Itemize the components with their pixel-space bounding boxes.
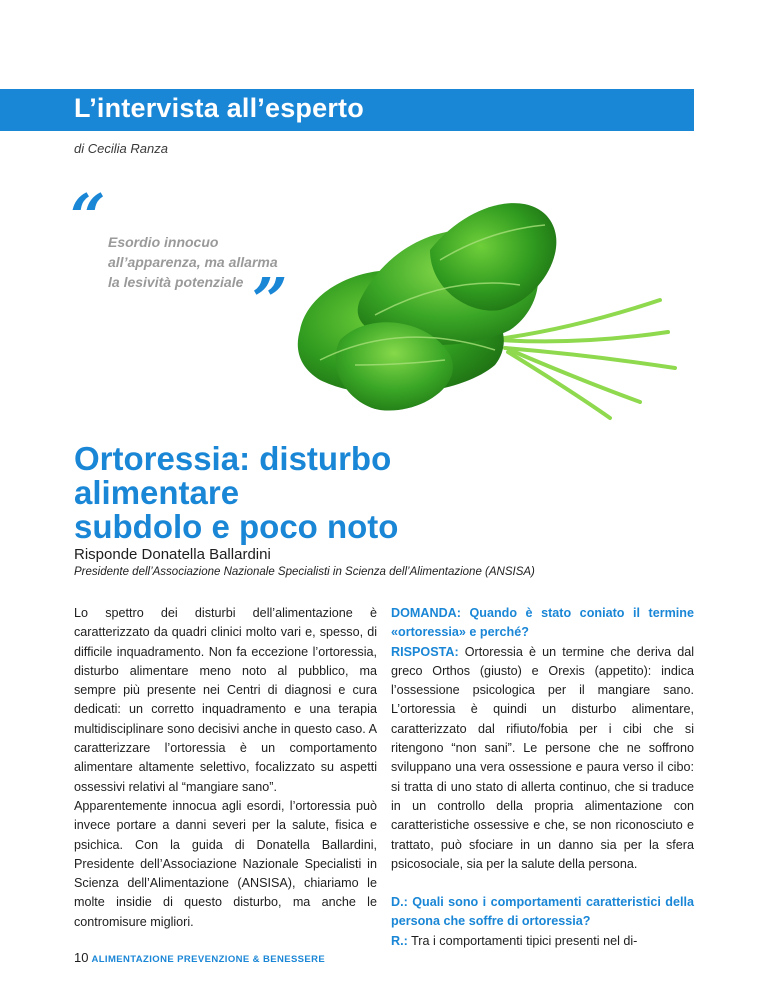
responder-name: Risponde Donatella Ballardini	[74, 546, 271, 563]
answer-text: Tra i comportamenti tipici presenti nel di-	[407, 933, 638, 948]
article-title-line: subdolo e poco noto	[74, 508, 399, 545]
interview-question: D.: Quali sono i comportamenti caratteristici della persona che soffre di ortoressia?	[391, 895, 694, 929]
left-column	[74, 604, 377, 932]
pull-quote-line: la lesività potenziale	[108, 274, 244, 290]
author-byline: di Cecilia Ranza	[74, 141, 168, 156]
interview-answer	[391, 932, 694, 951]
section-banner	[0, 89, 694, 131]
section-title: L’intervista all’esperto	[74, 93, 364, 123]
article-title	[74, 442, 494, 544]
body-paragraph: Lo spettro dei disturbi dell’alimentazione è caratterizzato da quadri clinici molto vari e, spesso, di difficile inquadramento. Non fa eccezione l’ortoressia, disturbo alimentare meno noto al pubblico, ma sempre più presente nei Centri di diagnosi e cura dedicati: un corretto inquadramento e una terapia multidisciplinare sono decisivi anche in questo caso. A caratterizzare l’ortoressia è un comportamento alimentare altamente selettivo, focalizzato su aspetti ossessivi relativi al “mangiare sano”.	[74, 606, 377, 794]
answer-text: Ortoressia è un termine che deriva dal greco Orthos (giusto) e Orexis (appetito): indica l’ossessione psicologica per il mangiare sano. L’ortoressia è quindi un disturbo alimentare, caratterizzato dal rifiuto/fobia per i cibi che si ritengono “non sani”. Le persone che ne soffrono sviluppano una vera ossessione e paura verso il cibo: si tratta di uno stato di allerta continuo, che si traduce in un controllo della propria alimentazione con caratteristiche ossessive e che, se non riconosciuto e trattato, può sfociare in un danno sia per la sfera psicosociale, sia per la salute della persona.	[391, 644, 694, 871]
magazine-name: ALIMENTAZIONE PREVENZIONE & BENESSERE	[91, 954, 326, 965]
interview-answer	[391, 643, 694, 875]
spinach-leaves-image	[280, 190, 700, 430]
pull-quote-line: all’apparenza, ma allarma	[108, 254, 278, 270]
article-title-line: Ortoressia: disturbo	[74, 440, 392, 477]
body-paragraph: Apparentemente innocua agli esordi, l’ortoressia può invece portare a danni severi per la salute, fisica e psichica. Con la guida di Donatella Ballardini, Presidente dell’Associazione Nazionale Specialisti in Scienza dell’Alimentazione (ANSISA), chiariamo le molte insidie di questo disturbo, ma anche le contromisure migliori.	[74, 798, 377, 929]
page-footer	[74, 950, 325, 965]
article-title-line: alimentare	[74, 474, 240, 511]
close-quote-icon: ”	[252, 264, 288, 337]
page-number: 10	[74, 950, 89, 965]
responder-role: Presidente dell’Associazione Nazionale Specialisti in Scienza dell’Alimentazione (ANSISA)	[74, 566, 535, 578]
right-column	[391, 604, 694, 951]
interview-question: DOMANDA: Quando è stato coniato il termine «ortoressia» e perché?	[391, 606, 694, 640]
open-quote-icon: “	[70, 180, 106, 253]
answer-label: RISPOSTA:	[391, 644, 459, 659]
answer-label: R.:	[391, 933, 408, 948]
pull-quote-line: Esordio innocuo	[108, 234, 219, 250]
